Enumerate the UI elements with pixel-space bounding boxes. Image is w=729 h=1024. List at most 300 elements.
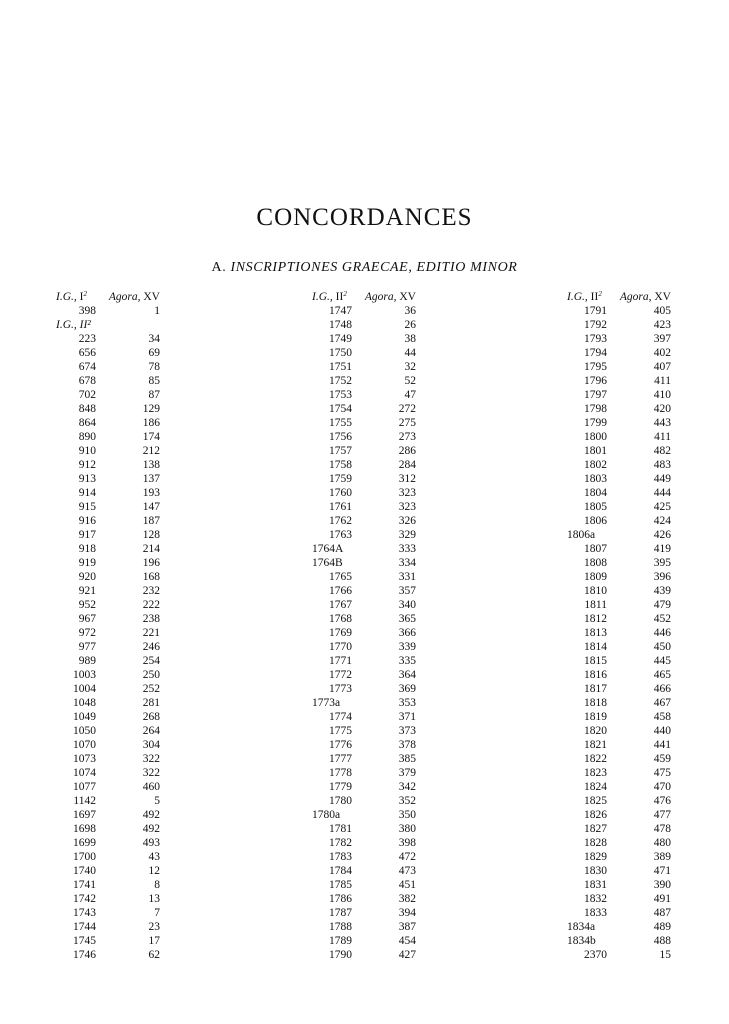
agora-number: 443 (653, 417, 671, 429)
agora-number: 465 (653, 669, 671, 681)
agora-number: 273 (398, 431, 416, 443)
agora-number: 369 (398, 683, 416, 695)
agora-number: 44 (404, 347, 416, 359)
table-row (567, 402, 671, 416)
ig-number: 1768 (329, 613, 352, 625)
agora-number: 322 (142, 767, 160, 779)
table-row (56, 766, 160, 780)
ig-number: 1744 (73, 921, 96, 933)
agora-number: 340 (398, 599, 416, 611)
ig-number: 1754 (329, 403, 352, 415)
table-row (567, 612, 671, 626)
agora-number: 410 (653, 389, 671, 401)
ig-number: 1797 (584, 389, 607, 401)
ig-number: 1697 (73, 809, 96, 821)
table-row (56, 682, 160, 696)
table-row (312, 500, 416, 514)
table-row (312, 556, 416, 570)
table-row (567, 430, 671, 444)
ig-number: 952 (78, 599, 96, 611)
agora-number: 395 (653, 557, 671, 569)
table-row (312, 374, 416, 388)
ig-number: 1771 (329, 655, 352, 667)
agora-number: 451 (398, 879, 416, 891)
ig-number: 656 (78, 347, 96, 359)
agora-number: 444 (653, 487, 671, 499)
ig-number: 1748 (329, 319, 352, 331)
ig-number: 1820 (584, 725, 607, 737)
table-row (56, 514, 160, 528)
table-row (567, 444, 671, 458)
table-row (312, 892, 416, 906)
agora-number: 390 (653, 879, 671, 891)
ig-number: 1765 (329, 571, 352, 583)
ig-number: 1763 (329, 529, 352, 541)
ig-number: 914 (78, 487, 96, 499)
header-volume: I (79, 291, 84, 303)
ig-number: 1761 (329, 501, 352, 513)
agora-number: 62 (148, 949, 160, 961)
agora-number: 398 (398, 837, 416, 849)
table-row (56, 598, 160, 612)
table-row (56, 304, 160, 318)
table-row (567, 556, 671, 570)
ig-number: 1788 (329, 921, 352, 933)
ig-number: 1048 (73, 697, 96, 709)
agora-number: 471 (653, 865, 671, 877)
agora-number: 5 (154, 795, 160, 807)
ig-number: 674 (78, 361, 96, 373)
agora-number: 312 (398, 473, 416, 485)
table-row (56, 444, 160, 458)
table-row (56, 920, 160, 934)
agora-number: 138 (142, 459, 160, 471)
agora-number: 323 (398, 487, 416, 499)
table-row (312, 710, 416, 724)
column-header (56, 290, 160, 304)
ig-number: 1769 (329, 627, 352, 639)
table-row (312, 864, 416, 878)
agora-number: 129 (142, 403, 160, 415)
ig-number: 1791 (584, 305, 607, 317)
agora-number: 168 (142, 571, 160, 583)
ig-number: 1049 (73, 711, 96, 723)
table-row (567, 682, 671, 696)
ig-number: 1805 (584, 501, 607, 513)
table-row (312, 472, 416, 486)
agora-number: 250 (142, 669, 160, 681)
ig-number: 1824 (584, 781, 607, 793)
ig-number: 1782 (329, 837, 352, 849)
table-row (312, 696, 416, 710)
section-letter: A. (211, 260, 227, 275)
agora-number: 352 (398, 795, 416, 807)
ig-number: 1828 (584, 837, 607, 849)
table-row (567, 514, 671, 528)
table-row (312, 780, 416, 794)
ig-number: 1787 (329, 907, 352, 919)
table-row (56, 500, 160, 514)
agora-number: 12 (148, 865, 160, 877)
agora-number: 322 (142, 753, 160, 765)
ig-number: 1789 (329, 935, 352, 947)
agora-number: 32 (404, 361, 416, 373)
ig-number: 1753 (329, 389, 352, 401)
agora-number: 441 (653, 739, 671, 751)
ig-number: 915 (78, 501, 96, 513)
concordance-column-1 (56, 290, 160, 962)
table-row (56, 808, 160, 822)
table-row (567, 570, 671, 584)
table-row (56, 430, 160, 444)
ig-number: 1775 (329, 725, 352, 737)
table-row (567, 934, 671, 948)
table-row (312, 528, 416, 542)
agora-number: 128 (142, 529, 160, 541)
table-row (56, 934, 160, 948)
ig-number: 1142 (73, 795, 96, 807)
agora-number: 424 (653, 515, 671, 527)
ig-number: 1766 (329, 585, 352, 597)
ig-number: 1077 (73, 781, 96, 793)
table-row (56, 668, 160, 682)
ig-number: 864 (78, 417, 96, 429)
ig-number: 1750 (329, 347, 352, 359)
page-title: CONCORDANCES (256, 204, 473, 231)
ig-number: 1823 (584, 767, 607, 779)
agora-number: 364 (398, 669, 416, 681)
agora-number: 366 (398, 627, 416, 639)
ig-number: 1774 (329, 711, 352, 723)
agora-number: 214 (142, 543, 160, 555)
agora-number: 452 (653, 613, 671, 625)
agora-number: 304 (142, 739, 160, 751)
table-row (312, 388, 416, 402)
ig-number: 1806a (567, 529, 596, 541)
table-row (567, 794, 671, 808)
agora-number: 339 (398, 641, 416, 653)
agora-number: 284 (398, 459, 416, 471)
ig-number: 1747 (329, 305, 352, 317)
ig-number: 1784 (329, 865, 352, 877)
ig-number: 1740 (73, 865, 96, 877)
ig-number: 1764B (312, 557, 343, 569)
ig-number: 1749 (329, 333, 352, 345)
ig-number: 1817 (584, 683, 607, 695)
agora-number: 69 (148, 347, 160, 359)
agora-number: 47 (404, 389, 416, 401)
agora-number: 193 (142, 487, 160, 499)
ig-number: 1773a (312, 697, 341, 709)
table-row (567, 906, 671, 920)
table-row (312, 766, 416, 780)
agora-number: 479 (653, 599, 671, 611)
table-row (312, 304, 416, 318)
agora-number: 246 (142, 641, 160, 653)
table-row (56, 640, 160, 654)
ig-number: 1780a (312, 809, 341, 821)
ig-number: 1755 (329, 417, 352, 429)
agora-number: 492 (142, 809, 160, 821)
agora-number: 342 (398, 781, 416, 793)
table-row (312, 668, 416, 682)
table-row (312, 570, 416, 584)
agora-number: 439 (653, 585, 671, 597)
ig-number: 1756 (329, 431, 352, 443)
ig-number: 1073 (73, 753, 96, 765)
table-row (567, 388, 671, 402)
ig-number: 1741 (73, 879, 96, 891)
table-row (567, 948, 671, 962)
ig-number: 1003 (73, 669, 96, 681)
table-row (312, 724, 416, 738)
agora-number: 52 (404, 375, 416, 387)
ig-number: 1743 (73, 907, 96, 919)
agora-number: 411 (654, 431, 671, 443)
table-row (312, 654, 416, 668)
agora-number: 394 (398, 907, 416, 919)
table-row (567, 640, 671, 654)
table-row (56, 472, 160, 486)
table-row (312, 584, 416, 598)
ig-number: 1814 (584, 641, 607, 653)
table-row (56, 542, 160, 556)
ig-number: 989 (78, 655, 96, 667)
ig-number: 1767 (329, 599, 352, 611)
ig-number: 1772 (329, 669, 352, 681)
ig-number: 1834a (567, 921, 596, 933)
header-ig: I.G., (567, 291, 588, 303)
agora-number: 254 (142, 655, 160, 667)
ig-number: 890 (78, 431, 96, 443)
agora-number: 477 (653, 809, 671, 821)
ig-number: 1816 (584, 669, 607, 681)
ig-number: 1815 (584, 655, 607, 667)
agora-number: 480 (653, 837, 671, 849)
agora-number: 385 (398, 753, 416, 765)
table-row (312, 332, 416, 346)
table-row (567, 584, 671, 598)
agora-number: 419 (653, 543, 671, 555)
ig-number: 1770 (329, 641, 352, 653)
ig-number: 1746 (73, 949, 96, 961)
subheader-text: I.G., II² (56, 319, 91, 331)
ig-number: 1796 (584, 375, 607, 387)
table-row (567, 304, 671, 318)
header-volume: II (335, 291, 344, 303)
header-xv: XV (399, 291, 416, 303)
table-row (56, 360, 160, 374)
table-row (567, 878, 671, 892)
ig-number: 1777 (329, 753, 352, 765)
ig-number: 1792 (584, 319, 607, 331)
table-row (312, 360, 416, 374)
agora-number: 334 (398, 557, 416, 569)
table-row (56, 556, 160, 570)
ig-number: 702 (78, 389, 96, 401)
agora-number: 78 (148, 361, 160, 373)
table-row (312, 444, 416, 458)
ig-number: 1810 (584, 585, 607, 597)
table-row (567, 920, 671, 934)
agora-number: 323 (398, 501, 416, 513)
table-row (56, 654, 160, 668)
agora-number: 17 (148, 935, 160, 947)
ig-number: 1781 (329, 823, 352, 835)
agora-number: 450 (653, 641, 671, 653)
ig-number: 1819 (584, 711, 607, 723)
ig-number: 1831 (584, 879, 607, 891)
table-row (567, 374, 671, 388)
agora-number: 212 (142, 445, 160, 457)
agora-number: 326 (398, 515, 416, 527)
ig-number: 1800 (584, 431, 607, 443)
table-row (312, 808, 416, 822)
agora-number: 482 (653, 445, 671, 457)
agora-number: 467 (653, 697, 671, 709)
ig-number: 1833 (584, 907, 607, 919)
agora-number: 222 (142, 599, 160, 611)
table-row (567, 780, 671, 794)
table-row (312, 920, 416, 934)
agora-number: 357 (398, 585, 416, 597)
agora-number: 483 (653, 459, 671, 471)
ig-number: 967 (78, 613, 96, 625)
column-header (312, 290, 416, 304)
agora-number: 371 (398, 711, 416, 723)
agora-number: 7 (154, 907, 160, 919)
agora-number: 275 (398, 417, 416, 429)
table-row (56, 696, 160, 710)
header-ig: I.G., (56, 291, 77, 303)
table-row (312, 682, 416, 696)
agora-number: 281 (142, 697, 160, 709)
agora-number: 13 (148, 893, 160, 905)
ig-number: 1806 (584, 515, 607, 527)
table-row (567, 724, 671, 738)
table-row (312, 346, 416, 360)
ig-number: 1818 (584, 697, 607, 709)
ig-number: 1793 (584, 333, 607, 345)
agora-number: 137 (142, 473, 160, 485)
ig-number: 1759 (329, 473, 352, 485)
ig-number: 1795 (584, 361, 607, 373)
table-row (567, 668, 671, 682)
ig-number: 1773 (329, 683, 352, 695)
ig-number: 1070 (73, 739, 96, 751)
concordance-column-2 (312, 290, 416, 962)
table-row (312, 878, 416, 892)
table-row (312, 402, 416, 416)
table-row (567, 654, 671, 668)
agora-number: 396 (653, 571, 671, 583)
column-header (567, 290, 671, 304)
agora-number: 36 (404, 305, 416, 317)
subheader-ig-ii (56, 318, 160, 332)
table-row (567, 836, 671, 850)
ig-number: 1757 (329, 445, 352, 457)
table-row (567, 318, 671, 332)
agora-number: 187 (142, 515, 160, 527)
ig-number: 678 (78, 375, 96, 387)
table-row (312, 542, 416, 556)
ig-number: 1825 (584, 795, 607, 807)
agora-number: 23 (148, 921, 160, 933)
table-row (56, 612, 160, 626)
ig-number: 1804 (584, 487, 607, 499)
table-row (567, 766, 671, 780)
agora-number: 466 (653, 683, 671, 695)
table-row (312, 318, 416, 332)
ig-number: 1700 (73, 851, 96, 863)
table-row (56, 626, 160, 640)
agora-number: 425 (653, 501, 671, 513)
ig-number: 1790 (329, 949, 352, 961)
ig-number: 1812 (584, 613, 607, 625)
header-sup: 2 (83, 290, 87, 298)
ig-number: 1794 (584, 347, 607, 359)
agora-number: 268 (142, 711, 160, 723)
table-row (56, 794, 160, 808)
table-row (312, 640, 416, 654)
agora-number: 427 (398, 949, 416, 961)
agora-number: 232 (142, 585, 160, 597)
agora-number: 449 (653, 473, 671, 485)
ig-number: 1801 (584, 445, 607, 457)
agora-number: 382 (398, 893, 416, 905)
table-row (567, 710, 671, 724)
agora-number: 405 (653, 305, 671, 317)
table-row (312, 850, 416, 864)
ig-number: 1829 (584, 851, 607, 863)
table-row (56, 850, 160, 864)
ig-number: 1762 (329, 515, 352, 527)
table-row (56, 570, 160, 584)
ig-number: 1751 (329, 361, 352, 373)
agora-number: 454 (398, 935, 416, 947)
table-row (312, 948, 416, 962)
agora-number: 34 (148, 333, 160, 345)
ig-number: 1742 (73, 893, 96, 905)
agora-number: 472 (398, 851, 416, 863)
agora-number: 252 (142, 683, 160, 695)
header-agora: Agora, (619, 291, 652, 303)
table-row (312, 934, 416, 948)
table-row (567, 738, 671, 752)
agora-number: 85 (148, 375, 160, 387)
ig-number: 398 (78, 305, 96, 317)
agora-number: 350 (398, 809, 416, 821)
ig-number: 848 (78, 403, 96, 415)
table-row (567, 472, 671, 486)
table-row (56, 780, 160, 794)
table-row (312, 906, 416, 920)
ig-number: 913 (78, 473, 96, 485)
agora-number: 174 (142, 431, 160, 443)
agora-number: 38 (404, 333, 416, 345)
ig-number: 2370 (584, 949, 607, 961)
agora-number: 487 (653, 907, 671, 919)
agora-number: 387 (398, 921, 416, 933)
table-row (312, 738, 416, 752)
agora-number: 475 (653, 767, 671, 779)
ig-number: 1802 (584, 459, 607, 471)
agora-number: 331 (398, 571, 416, 583)
agora-number: 238 (142, 613, 160, 625)
table-row (56, 346, 160, 360)
agora-number: 147 (142, 501, 160, 513)
agora-number: 489 (653, 921, 671, 933)
